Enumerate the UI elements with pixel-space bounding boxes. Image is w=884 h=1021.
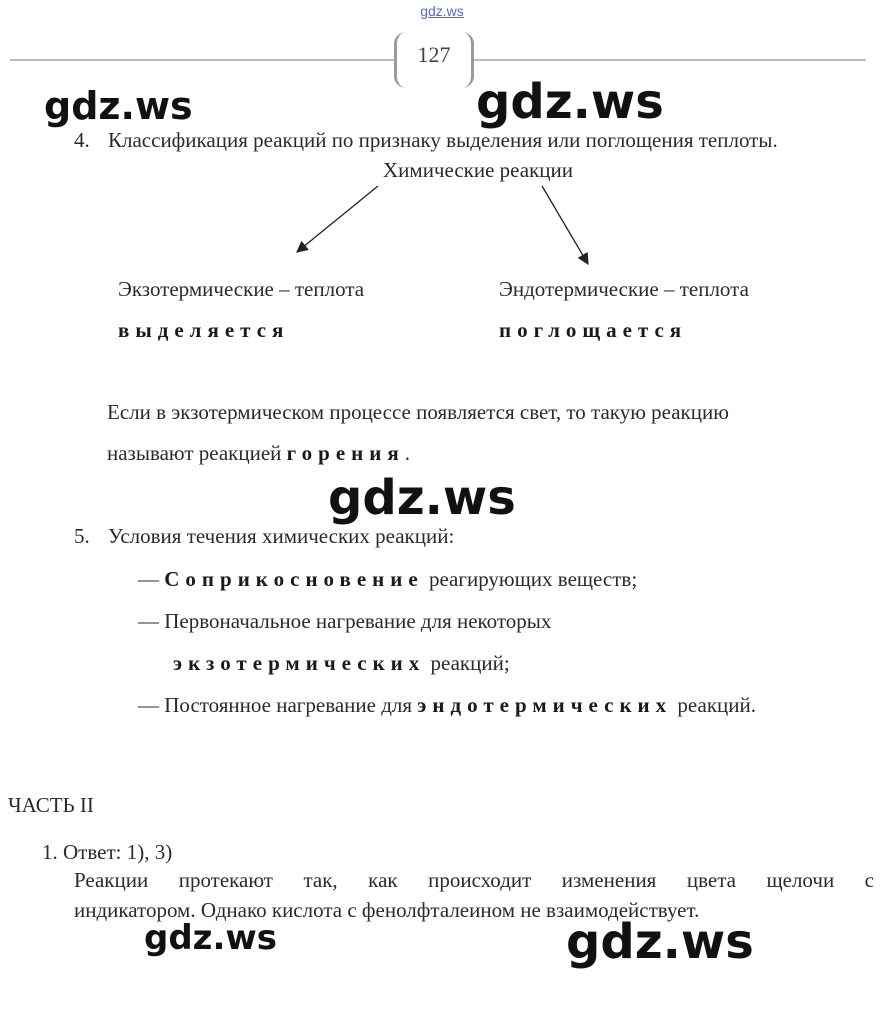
list-item-continuation [173, 651, 510, 676]
exothermic-answer: выделяется [118, 318, 290, 342]
bullet-dash: — [138, 609, 159, 633]
combustion-note-line1: Если в экзотермическом процессе появляется свет, то такую реакцию [107, 400, 729, 424]
watermark: gdz.ws [476, 74, 664, 130]
combustion-note-text: называют реакцией [107, 441, 282, 465]
part-2-heading: ЧАСТЬ II [8, 793, 94, 817]
part-2-paragraph-line1: Реакции протекают так, как происходит изменения цвета щелочи с [74, 868, 874, 892]
exothermic-label: Экзотермические – теплота [118, 277, 365, 301]
item1-answer: Соприкосновение [164, 567, 424, 591]
bullet-dash: — [138, 567, 159, 591]
arrow-right [542, 186, 588, 264]
bullet-dash: — [138, 693, 159, 717]
endothermic-answer: поглощается [499, 318, 688, 342]
section-5-title: Условия течения химических реакций: [108, 524, 455, 548]
combustion-answer: горения [286, 441, 405, 465]
combustion-note-end: . [404, 441, 410, 465]
arrow-left [297, 186, 378, 252]
endothermic-label: Эндотермические – теплота [499, 277, 749, 301]
top-watermark: gdz.ws [420, 3, 464, 19]
watermark: gdz.ws [44, 84, 193, 128]
item3-text: Постоянное нагревание для [164, 693, 413, 717]
item3-end: реакций. [677, 693, 756, 717]
section-5-number: 5. [74, 524, 90, 548]
item2-text: Первоначальное нагревание для некоторых [164, 609, 552, 633]
diagram-root-label: Химические реакции [383, 158, 573, 182]
combustion-note-line2 [107, 441, 410, 466]
section-4-number: 4. [74, 128, 90, 152]
watermark: gdz.ws [566, 914, 754, 970]
page-number: 127 [394, 32, 474, 88]
list-item [138, 567, 637, 592]
section-4-title: Классификация реакций по признаку выделения или поглощения теплоты. [108, 128, 778, 152]
item2-answer: экзотермических [173, 651, 426, 675]
part-2-answer: 1. Ответ: 1), 3) [42, 840, 173, 864]
item2-end: реакций; [430, 651, 510, 675]
item1-text: реагирующих веществ; [428, 567, 638, 591]
watermark: gdz.ws [328, 470, 516, 526]
part-2-paragraph-line2: индикатором. Однако кислота с фенолфталеином не взаимодействует. [74, 898, 700, 922]
item3-answer: эндотермических [417, 693, 673, 717]
watermark: gdz.ws [144, 918, 278, 958]
list-item [138, 693, 756, 718]
list-item [138, 609, 551, 634]
